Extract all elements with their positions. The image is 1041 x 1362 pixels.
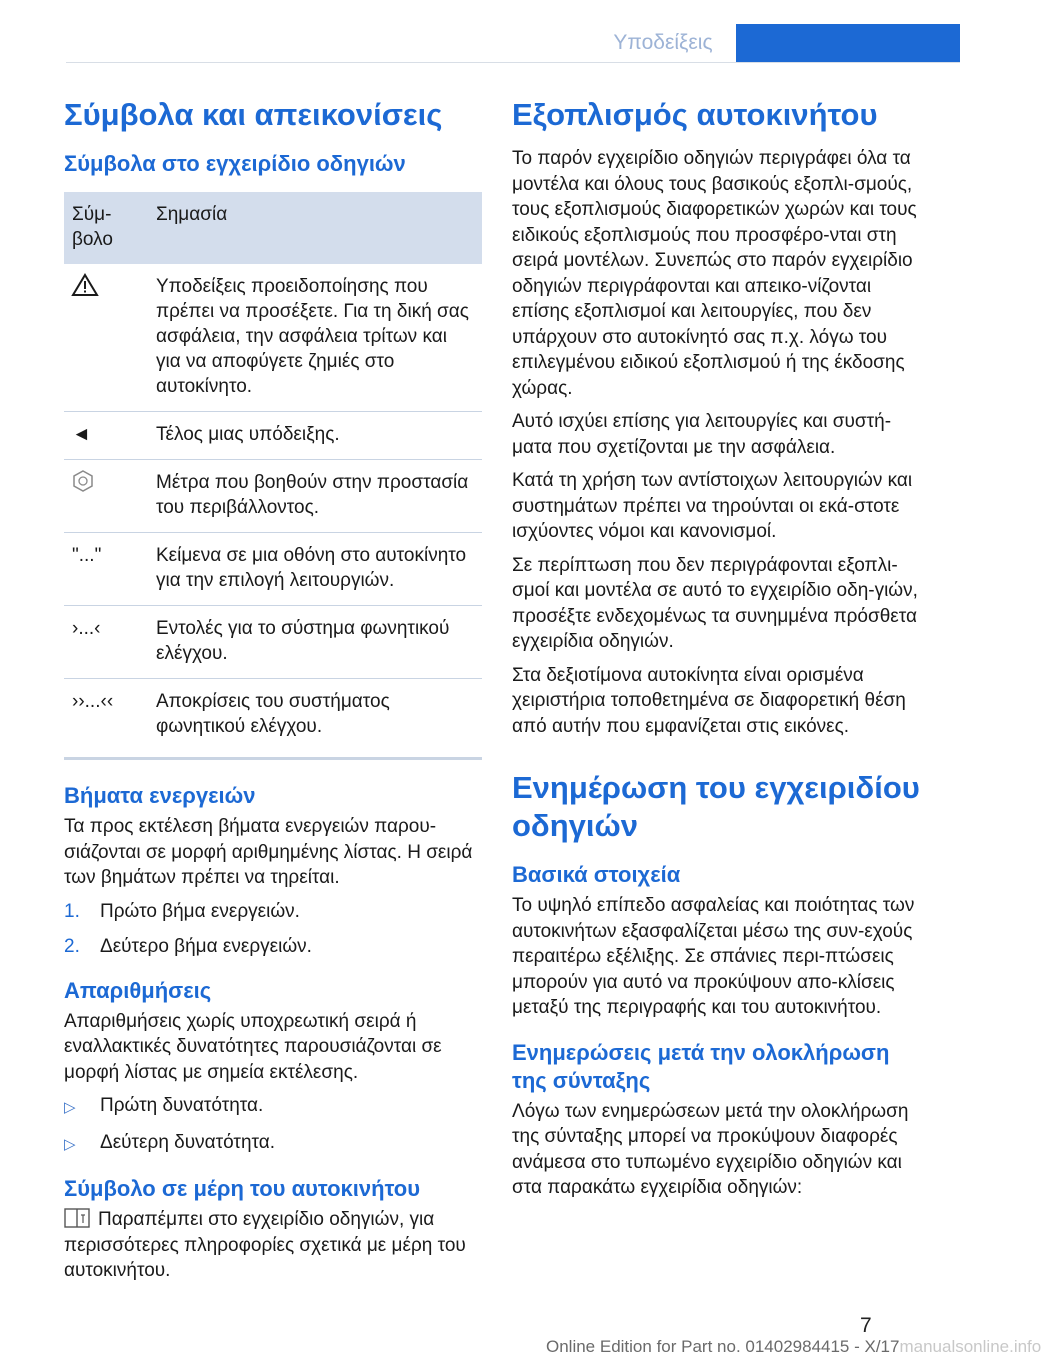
- manual-book-icon: [64, 1208, 90, 1228]
- table-row: [64, 264, 482, 412]
- updates-heading: Ενημερώσεις μετά την ολοκλήρωση της σύνταξης: [512, 1039, 890, 1093]
- step-text: Πρώτο βήμα ενεργειών.: [100, 900, 300, 922]
- watermark: manualsonline.info: [899, 1337, 1041, 1356]
- parts-paragraph: [64, 1207, 482, 1284]
- updates-text: Λόγω των ενημερώσεων μετά την ολοκλήρωση της σύνταξης μπορεί να προκύψουν διαφορές ανάμεσα στο τυπωμένο εγχειρίδιο οδηγιών και στα παρακάτω εγχειρίδια οδηγιών:: [512, 1100, 909, 1198]
- page-number: 7: [860, 1314, 872, 1337]
- equipment-paragraph-2: Αυτό ισχύει επίσης για λειτουργίες και συστή-ματα που σχετίζονται με την ασφάλεια.: [512, 411, 892, 458]
- header-rule: [66, 62, 960, 63]
- steps-heading: Βήματα ενεργειών: [64, 783, 256, 808]
- list-item: [64, 1130, 482, 1157]
- meaning-cell: Αποκρίσεις του συστήματος φωνητικού ελέγχου.: [148, 679, 482, 759]
- symbol-cell: [64, 264, 148, 412]
- equipment-paragraph-1: Το παρόν εγχειρίδιο οδηγιών περιγράφει όλα τα μοντέλα και όλους τους βασικούς εξοπλι-σμούς, τους εξοπλισμούς διαφορετικών χωρών και τους ειδικούς εξοπλισμούς που προσφέρο-νται στη σειρά μοντέλων. Συνεπώς στο παρόν εγχειρίδιο οδηγιών περιγράφονται και απεικο-νίζονται επίσης εξοπλισμοί και λειτουργίες, που δεν υπάρχουν στο αυτοκίνητό σας π.χ. λόγω του επιλεγμένου ειδικού εξοπλισμού ή της έκδοσης χώρας.: [512, 148, 917, 399]
- symbols-title: Σύμβολα και απεικονίσεις: [64, 97, 443, 132]
- right-column: [512, 96, 924, 1209]
- bullet-triangle-icon: ▷: [64, 1136, 76, 1153]
- left-column: [64, 96, 482, 1292]
- enum-text: Απαριθμήσεις χωρίς υποχρεωτική σειρά ή εναλλακτικές δυνατότητες παρουσιάζονται σε μορφή λίστας με σημεία εκτέλεσης.: [64, 1010, 442, 1083]
- parts-heading: Σύμβολο σε μέρη του αυτοκινήτου: [64, 1176, 421, 1201]
- table-header-row: [64, 192, 482, 264]
- warning-triangle-icon: [72, 274, 98, 296]
- equipment-title: Εξοπλισμός αυτοκινήτου: [512, 97, 878, 132]
- enum-heading: Απαριθμήσεις: [64, 977, 212, 1003]
- table-row: [64, 533, 482, 606]
- parts-text: Παραπέμπει στο εγχειρίδιο οδηγιών, για περισσότερες πληροφορίες σχετικά με μέρη του αυτοκινήτου.: [64, 1209, 466, 1281]
- step-number: 1.: [64, 900, 80, 922]
- symbol-cell: ›...‹: [64, 606, 148, 679]
- meaning-cell: Τέλος μιας υπόδειξης.: [148, 412, 482, 460]
- section-marker: [736, 24, 960, 62]
- equipment-paragraph-4: Σε περίπτωση που δεν περιγράφονται εξοπλι-σμοί και μοντέλα σε αυτό το εγχειρίδιο οδη-γιών, προσέξτε ενδεχομένως τα συνημμένα πρόσθετα εγχειρίδια οδηγιών.: [512, 554, 918, 652]
- environment-icon: [72, 470, 94, 492]
- meaning-cell: Εντολές για το σύστημα φωνητικού ελέγχου.: [148, 606, 482, 679]
- col-meaning-header: Σημασία: [148, 192, 482, 264]
- table-row: [64, 679, 482, 759]
- table-row: [64, 412, 482, 460]
- symbols-heading: Σύμβολα στο εγχειρίδιο οδηγιών: [64, 151, 406, 176]
- basics-text: Το υψηλό επίπεδο ασφαλείας και ποιότητας των αυτοκινήτων εξασφαλίζεται μέσω της συν-εχούς περαιτέρω εξέλιξης. Σε σπάνιες περι-πτώσεις μπορούν για αυτό να προκύψουν απο-κλίσεις μεταξύ της περιγραφής και του αυτοκινήτου.: [512, 895, 915, 1018]
- meaning-cell: Κείμενα σε μια οθόνη στο αυτοκίνητο για την επιλογή λειτουργιών.: [148, 533, 482, 606]
- steps-text: Τα προς εκτέλεση βήματα ενεργειών παρου-σιάζονται σε μορφή αριθμημένης λίστας. Η σειρά των βημάτων πρέπει να τηρείται.: [64, 816, 473, 888]
- list-item: [64, 934, 482, 959]
- symbol-cell: [64, 460, 148, 533]
- step-number: 2.: [64, 935, 80, 957]
- table-row: [64, 606, 482, 679]
- list-item: [64, 1093, 482, 1120]
- meaning-cell: Μέτρα που βοηθούν στην προστασία του περιβάλλοντος.: [148, 460, 482, 533]
- basics-heading: Βασικά στοιχεία: [512, 862, 681, 887]
- step-text: Δεύτερο βήμα ενεργειών.: [100, 935, 312, 957]
- bullet-triangle-icon: ▷: [64, 1099, 76, 1116]
- list-item: [64, 899, 482, 924]
- enum-item-text: Πρώτη δυνατότητα.: [100, 1095, 264, 1116]
- footer-edition: [546, 1337, 1041, 1357]
- edition-text: Online Edition for Part no. 01402984415 - X/17: [546, 1337, 900, 1356]
- section-tab: Υποδείξεις: [613, 31, 713, 54]
- enum-item-text: Δεύτερη δυνατότητα.: [100, 1132, 276, 1153]
- col-symbol-header: Σύμ- βολο: [64, 192, 148, 264]
- update-title: Ενημέρωση του εγχειριδίου οδηγιών: [512, 770, 920, 843]
- symbol-cell: "...": [64, 533, 148, 606]
- symbol-cell: ◄: [64, 412, 148, 460]
- meaning-cell: Υποδείξεις προειδοποίησης που πρέπει να προσέξετε. Για τη δική σας ασφάλεια, την ασφάλεια τρίτων και για να αποφύγετε ζημιές στο αυτοκίνητο.: [148, 264, 482, 412]
- equipment-paragraph-3: Κατά τη χρήση των αντίστοιχων λειτουργιών και συστημάτων πρέπει να τηρούνται οι εκά-στοτε ισχύοντες νόμοι και κανονισμοί.: [512, 470, 913, 542]
- table-row: [64, 460, 482, 533]
- symbols-table: [64, 192, 482, 760]
- symbol-cell: ››...‹‹: [64, 679, 148, 759]
- equipment-paragraph-5: Στα δεξιοτίμονα αυτοκίνητα είναι ορισμένα χειριστήρια τοποθετημένα σε διαφορετική θέση από αυτήν που εμφανίζεται στις εικόνες.: [512, 664, 906, 737]
